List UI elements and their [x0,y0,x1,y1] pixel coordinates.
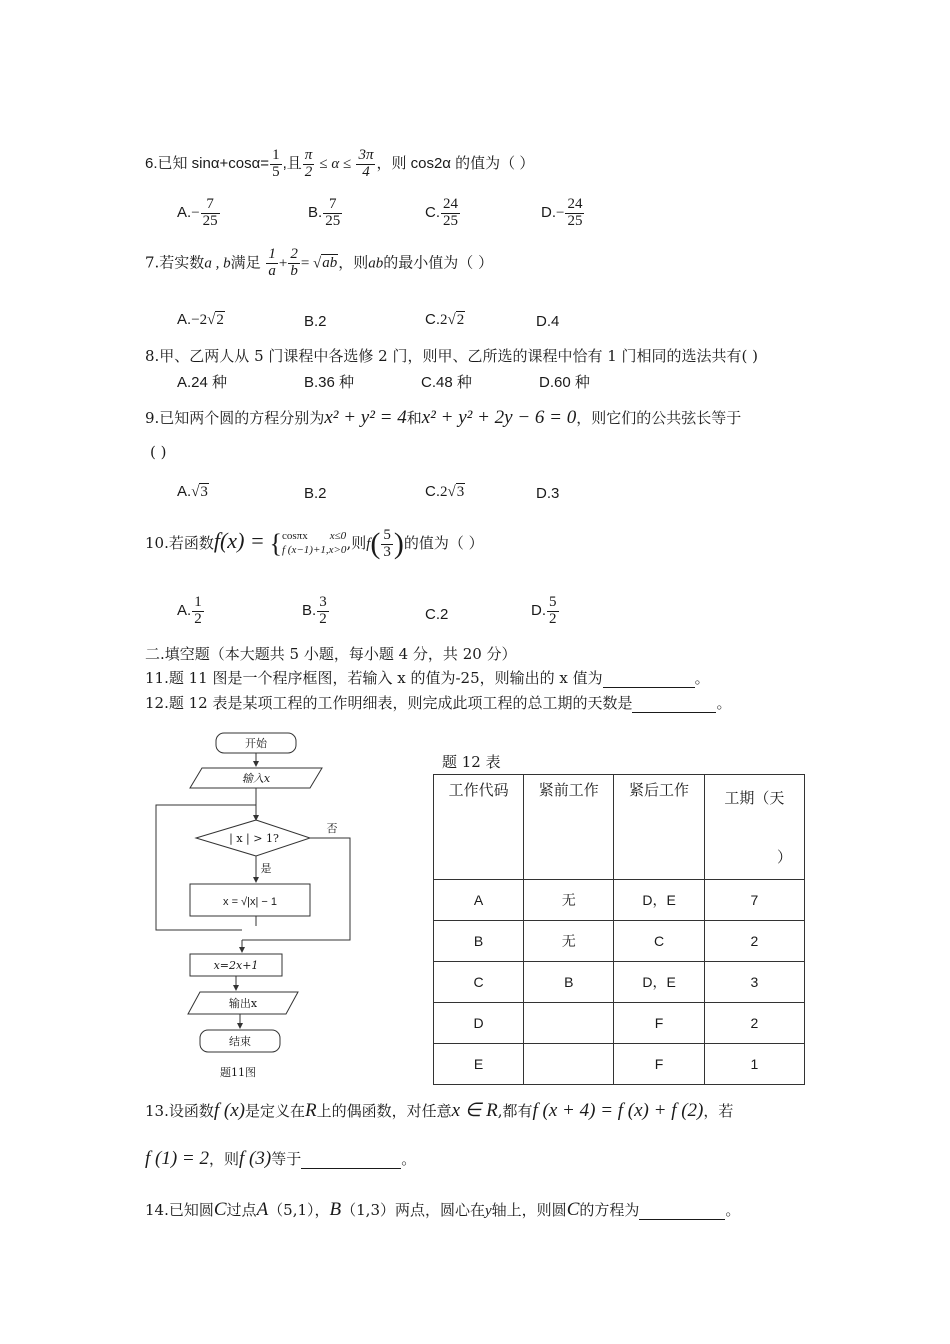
flowchart-step2-text: x=2x+1 [213,959,259,972]
q9-option-b: B.2 [304,485,327,502]
q11-stem: 11.题 11 图是一个程序框图，若输入 x 的值为-25，则输出的 x 值为 。 [145,669,710,687]
flowchart-output-text: 输出x [228,997,258,1010]
q7-option-b: B.2 [304,313,327,330]
table12-header-cell: 工期（天 ） [704,775,804,880]
q10-option-d: D. $\frac{5}{2}$ [531,594,557,627]
q13-line1: 13.设函数f (x)是定义在R上的偶函数，对任意x ∈ R,都有f (x + 4) = f (x) + f (2)，若 [145,1100,734,1121]
table-cell: F [614,1044,704,1085]
q6-stem-prefix: 6.已知 sinα+cosα= [145,155,270,173]
q7-term-b: $\frac{2}{b}$ [290,246,298,279]
table12-header-cell: 工作代码 [434,775,524,880]
q9-option-c: C.2√3 [425,483,465,500]
table-cell: 无 [524,921,614,962]
q6-given-fraction: $\frac{1}{5}$ [272,147,280,180]
q8-option-a: A.24 种 [177,374,228,391]
q11-answer-blank[interactable] [603,669,695,688]
q9-paren: ( ) [150,443,167,461]
table-cell: D [434,1003,524,1044]
table-cell [524,1003,614,1044]
q10-option-b: B. $\frac{3}{2}$ [302,594,327,627]
q6-lower-bound: $\frac{\pi}{2}$ [304,147,313,180]
table-cell: E [434,1044,524,1085]
table-cell: 2 [704,921,804,962]
flowchart-end-text: 结束 [229,1035,251,1048]
q7-option-a: A.−2√2 [177,311,224,328]
q6-option-b: B. $\frac{7}{25}$ [308,196,341,229]
table-row [434,921,805,962]
q9-equation-2: x² + y² + 2y − 6 = 0 [421,407,577,428]
q6-stem-suffix: ，则 cos2α 的值为（ ） [376,155,535,173]
table-cell: 7 [704,880,804,921]
q13-answer-blank[interactable] [301,1150,401,1169]
flowchart-figure [150,728,380,1083]
table-cell: B [524,962,614,1003]
table12-header-cell: 紧前工作 [524,775,614,880]
table-row [434,880,805,921]
flowchart-no-label: 否 [326,822,338,835]
table-cell: C [614,921,704,962]
table-cell [524,1044,614,1085]
q6-option-c: C. $\frac{24}{25}$ [425,196,458,229]
q8-option-c: C.48 种 [421,374,472,391]
flowchart-input-text: 输入x [241,772,271,785]
section-heading: 二.填空题（本大题共 5 小题，每小题 4 分，共 20 分） [145,645,517,663]
table12-header-cell: 紧后工作 [614,775,704,880]
table-cell: F [614,1003,704,1044]
table-cell: D，E [614,880,704,921]
table-cell: D，E [614,962,704,1003]
flowchart-step1-text: x = √|x| − 1 [223,896,277,908]
q10-piecewise: cosπx x≤0 f (x−1)+1,x>0 [282,530,347,556]
table-cell: C [434,962,524,1003]
q9-option-d: D.3 [536,485,560,502]
q10-option-c: C.2 [425,606,449,623]
q6-option-a: A.− $\frac{7}{25}$ [177,196,218,229]
q9-stem: 9.已知两个圆的方程分别为x² + y² = 4和x² + y² + 2y − 6 = 0，则它们的公共弦长等于 [145,407,742,428]
table-cell: A [434,880,524,921]
table-cell: 1 [704,1044,804,1085]
table-row [434,1003,805,1044]
table-cell: 无 [524,880,614,921]
q13-line2: f (1) = 2，则f (3)等于 。 [145,1148,417,1169]
table-cell: 3 [704,962,804,1003]
flowchart-caption: 题11图 [220,1066,256,1079]
q8-option-b: B.36 种 [304,374,355,391]
table-row [434,1044,805,1085]
table-cell: B [434,921,524,962]
q10-option-a: A. $\frac{1}{2}$ [177,594,202,627]
flowchart-condition-text: | x | > 1? [229,832,279,845]
flowchart-start-text: 开始 [245,737,267,750]
q8-stem: 8.甲、乙两人从 5 门课程中各选修 2 门，则甲、乙所选的课程中恰有 1 门相同的选法共有( ) [145,347,759,365]
q14-answer-blank[interactable] [639,1201,725,1220]
q7-stem: 7.若实数a , b满足 $\frac{1}{a}$ + $\frac{2}{b}$ = √ab，则ab的最小值为（ ） [145,246,494,279]
q12-answer-blank[interactable] [632,694,716,713]
table12 [433,774,805,1085]
q14-stem: 14.已知圆C过点A（5,1），B（1,3）两点，圆心在y轴上，则圆C的方程为 。 [145,1199,741,1220]
q7-option-c: C.2√2 [425,311,465,328]
table-row [434,962,805,1003]
q8-option-d: D.60 种 [539,374,590,391]
q6-inequality: ≤ α ≤ [319,156,352,173]
q12-stem: 12.题 12 表是某项工程的工作明细表，则完成此项工程的总工期的天数是 。 [145,694,732,712]
q10-stem: 10.若函数f(x) = { cosπx x≤0 f (x−1)+1,x>0 ,则f( $\frac{5}{3}$ )的值为（ ） [145,526,484,560]
q7-option-d: D.4 [536,313,560,330]
table12-header-row [434,775,805,880]
q6-stem [145,148,534,181]
table12-caption: 题 12 表 [442,753,501,771]
flowchart-yes-label: 是 [260,862,272,875]
q6-option-d: D.− $\frac{24}{25}$ [541,196,583,229]
q9-option-a: A.√3 [177,483,208,500]
q6-upper-bound: $\frac{3\pi}{4}$ [358,147,374,180]
q7-term-a: $\frac{1}{a}$ [268,246,276,279]
q9-equation-1: x² + y² = 4 [324,407,407,428]
table-cell: 2 [704,1003,804,1044]
q6-stem-and: ,且 [282,155,302,173]
